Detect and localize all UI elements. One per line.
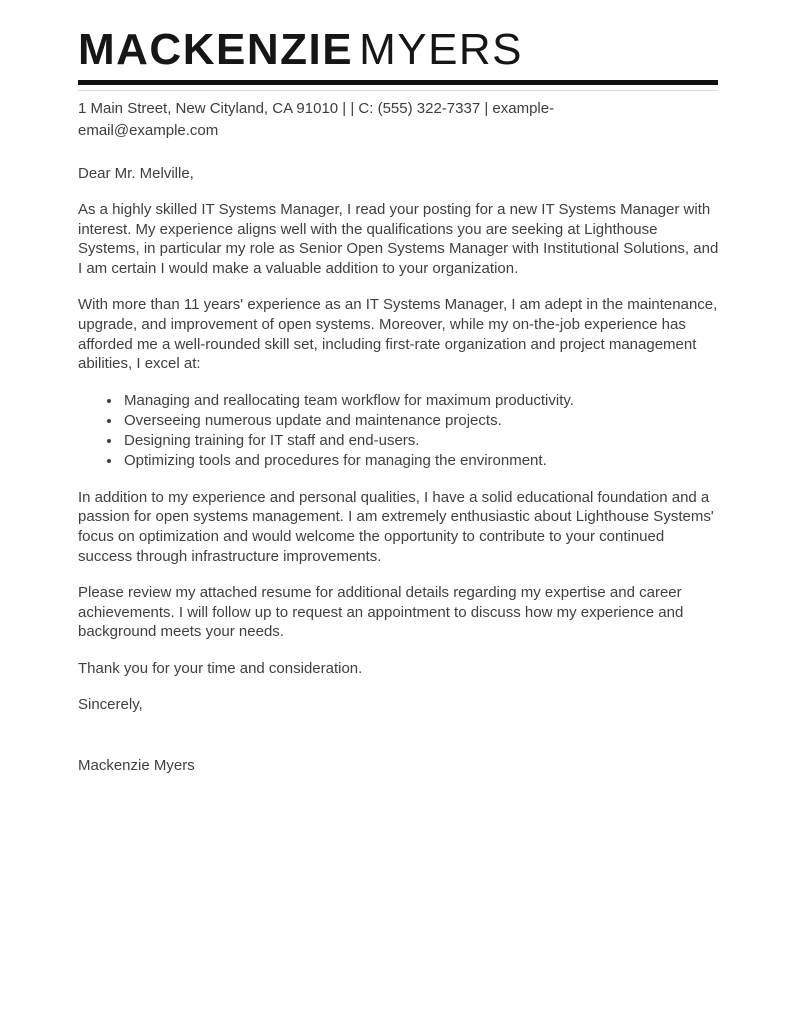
skills-bullet-list bbox=[78, 391, 722, 471]
thanks-line: Thank you for your time and consideration. bbox=[78, 659, 363, 677]
bullet-item: • Managing and reallocating team workflow for maximum productivity. bbox=[122, 391, 722, 411]
letter-paragraph-followup: Please review my attached resume for additional details regarding my expertise and career achievements. I will follow up to request an appointment to discuss how my experience and background meets your needs. bbox=[78, 584, 684, 641]
header-rule-thin bbox=[78, 90, 718, 91]
bullet-item: • Overseeing numerous update and maintenance projects. bbox=[122, 411, 722, 431]
letter-paragraph-experience: With more than 11 years' experience as an IT Systems Manager, I am adept in the maintenance, upgrade, and improvement of open systems. Moreover, while my on-the-job experience has afforded me a well-rounded skill set, including first-rate organization and project management abilities, I excel at: bbox=[78, 296, 718, 373]
letter-paragraph-intro: As a highly skilled IT Systems Manager, I read your posting for a new IT Systems Manager with interest. My experience aligns well with the qualifications you are seeking at Lighthouse Systems, in particular my role as Senior Open Systems Manager with Institutional Solutions, and I am certain I would make a valuable addition to your organization. bbox=[78, 201, 719, 277]
salutation: Dear Mr. Melville, bbox=[78, 165, 194, 182]
last-name: MYERS bbox=[359, 25, 524, 74]
bullet-item: • Optimizing tools and procedures for managing the environment. bbox=[122, 451, 722, 471]
letter-paragraph-education: In addition to my experience and personal qualities, I have a solid educational foundation and a passion for open systems management. I am extremely enthusiastic about Lighthouse Systems' focus on optimization and would welcome the opportunity to contribute to your continued success through infrastructure improvements. bbox=[78, 488, 714, 565]
signature-name: Mackenzie Myers bbox=[78, 757, 195, 775]
header-rule bbox=[78, 80, 718, 85]
page-title bbox=[78, 26, 720, 74]
bullet-item: • Designing training for IT staff and end-users. bbox=[122, 431, 722, 451]
first-name: MACKENZIE bbox=[78, 25, 354, 74]
signoff: Sincerely, bbox=[78, 695, 143, 713]
contact-info: 1 Main Street, New Cityland, CA 91010 | | C: (555) 322-7337 | example-email@example.com bbox=[78, 100, 555, 139]
